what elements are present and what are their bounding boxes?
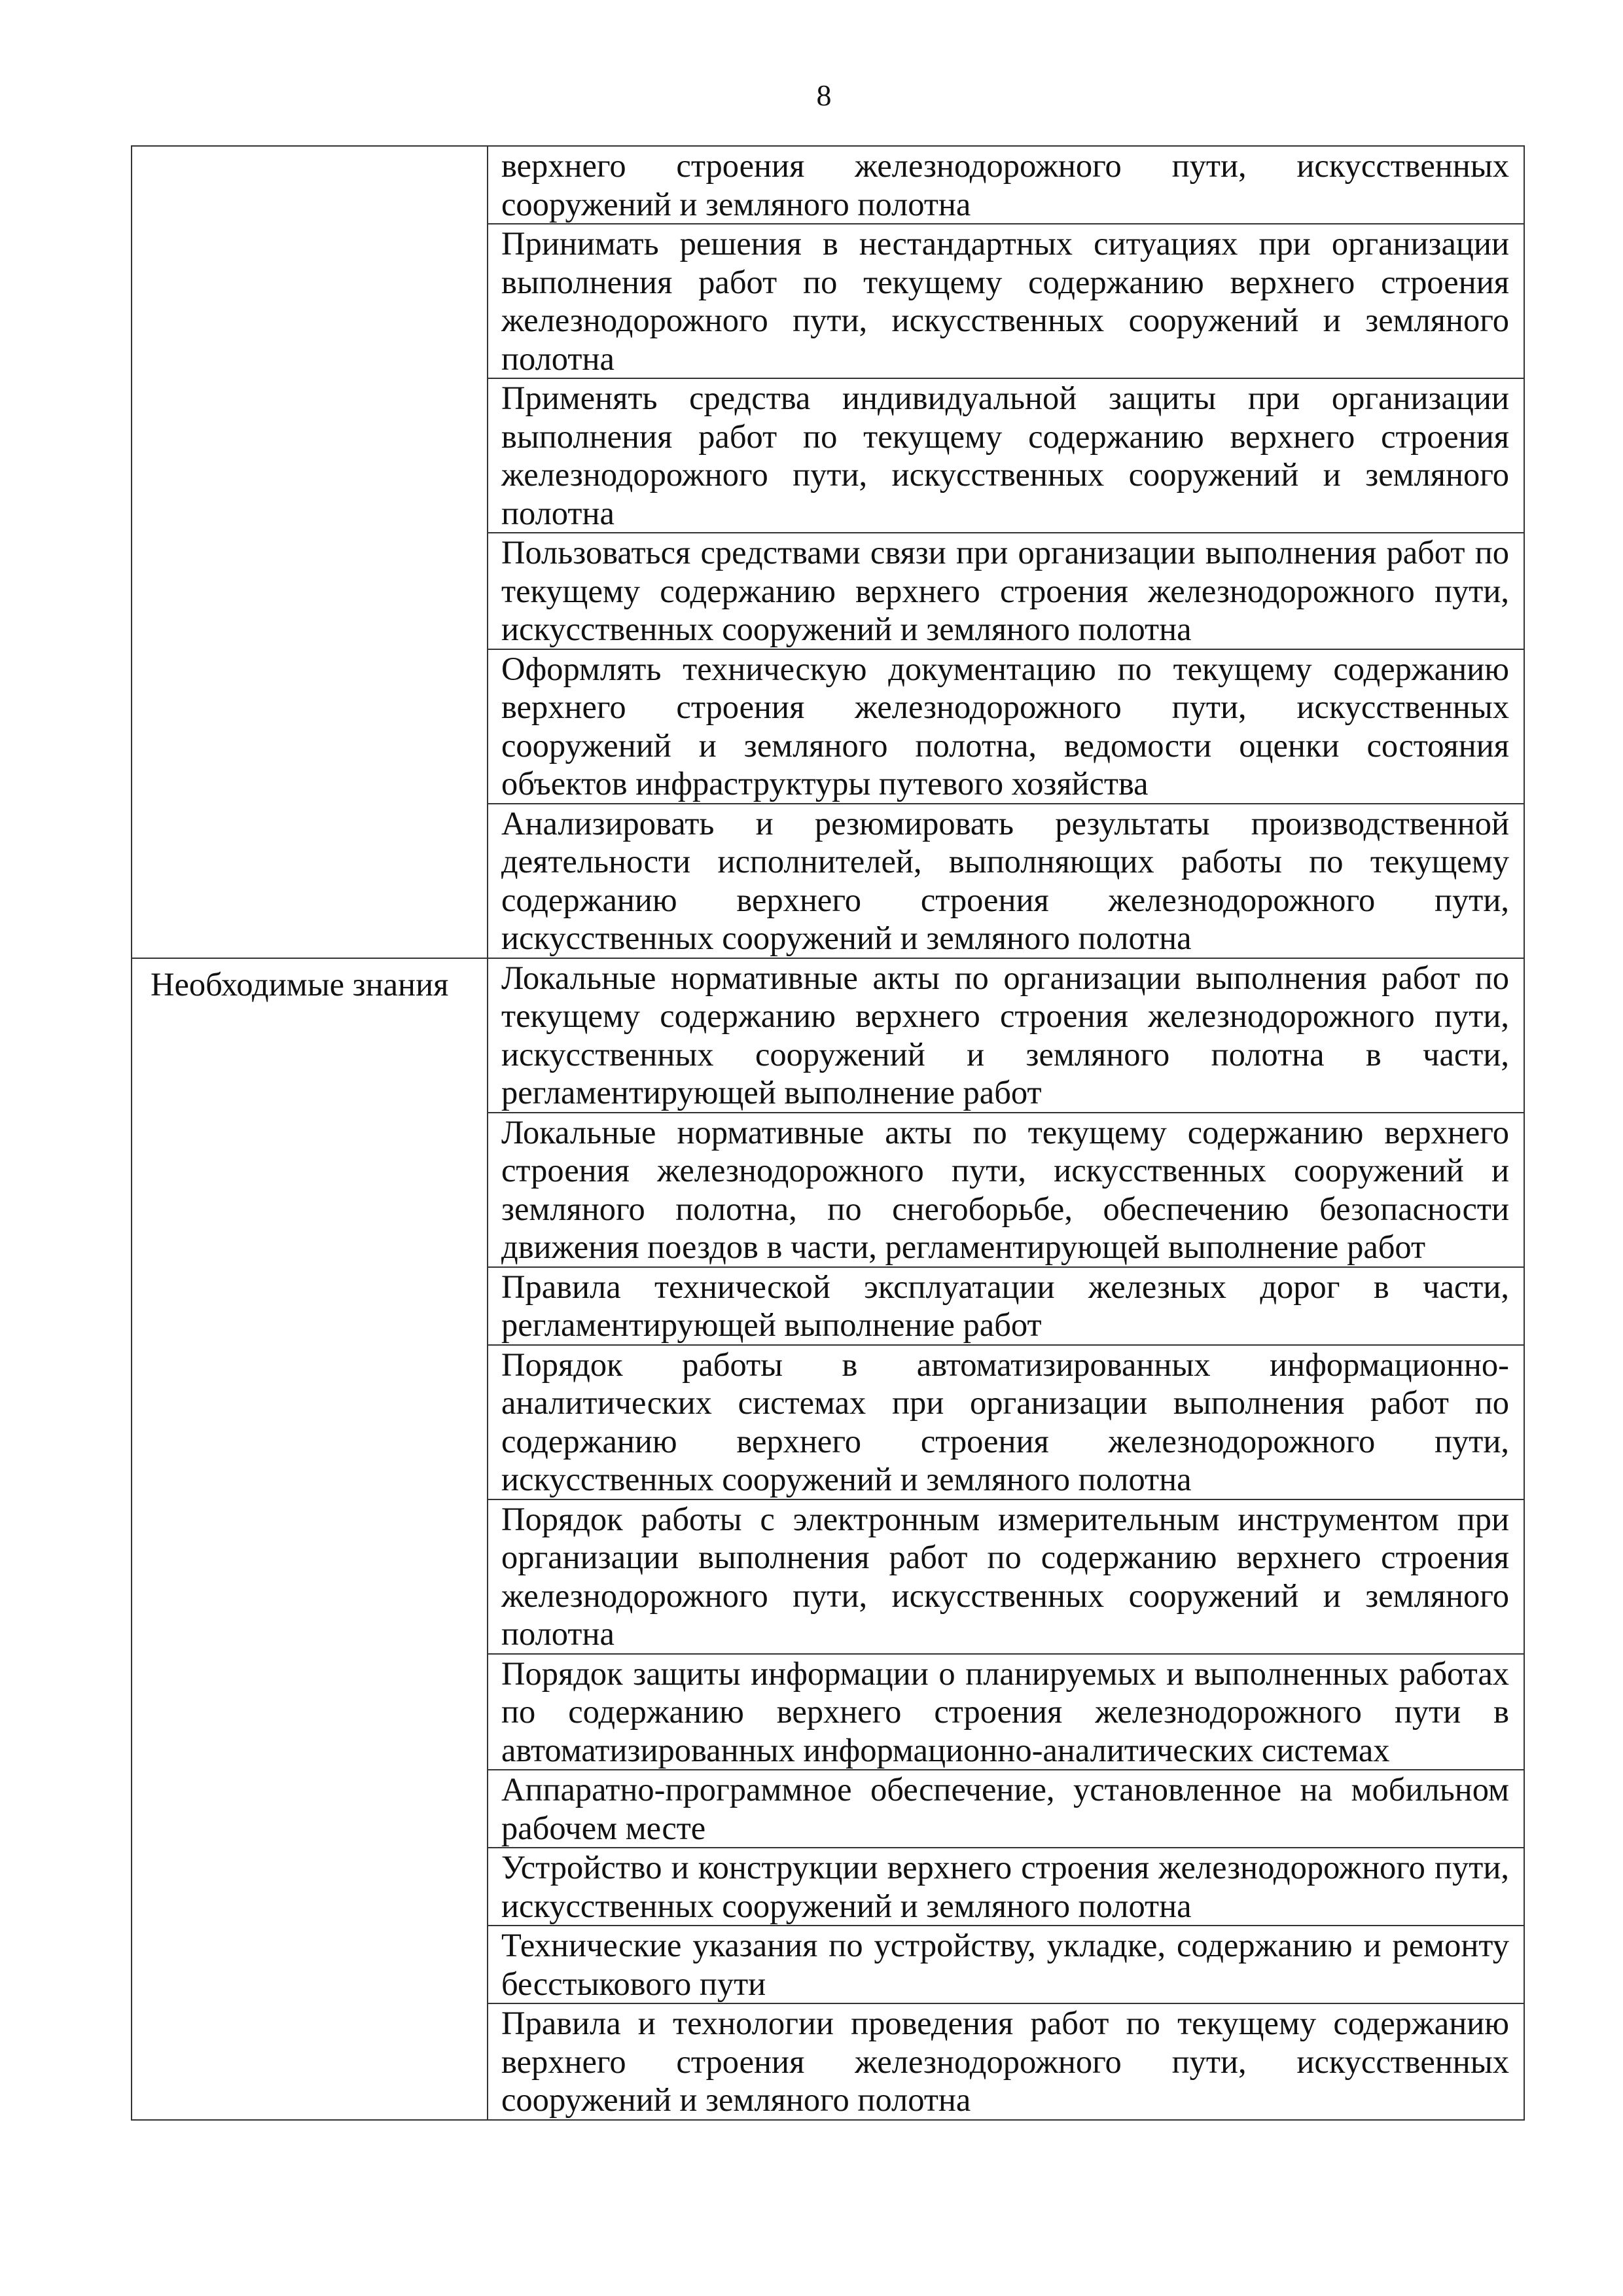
skill-item: верхнего строения железнодорожного пути, искусственных сооружений и земляного полотна (488, 146, 1524, 224)
knowledge-item: Технические указания по устройству, укладке, содержанию и ремонту бесстыкового пути (488, 1926, 1524, 2003)
skill-item: Оформлять техническую документацию по текущему содержанию верхнего строения железнодорожного пути, искусственных сооружений и земляного полотна, ведомости оценки состояния объектов инфраструктуры путевого хозяйства (488, 649, 1524, 804)
knowledge-item: Порядок работы в автоматизированных информационно-аналитических системах при организации выполнения работ по содержанию верхнего строения железнодорожного пути, искусственных сооружений и земляного полотна (488, 1345, 1524, 1499)
skill-item: Анализировать и резюмировать результаты производственной деятельности исполнителей, выполняющих работы по текущему содержанию верхнего строения железнодорожного пути, искусственных сооружений и земляного полотна (488, 804, 1524, 958)
knowledge-item: Локальные нормативные акты по текущему содержанию верхнего строения железнодорожного пути, искусственных сооружений и земляного полотна, по снегоборьбе, обеспечению безопасности движения поездов в части, регламентирующей выполнение работ (488, 1113, 1524, 1267)
skill-item: Применять средства индивидуальной защиты при организации выполнения работ по текущему содержанию верхнего строения железнодорожного пути, искусственных сооружений и земляного полотна (488, 378, 1524, 533)
skill-item: Пользоваться средствами связи при организации выполнения работ по текущему содержанию верхнего строения железнодорожного пути, искусственных сооружений и земляного полотна (488, 533, 1524, 649)
knowledge-item: Правила и технологии проведения работ по текущему содержанию верхнего строения железнодорожного пути, искусственных сооружений и земляного полотна (488, 2003, 1524, 2120)
skills-label-cell (132, 146, 488, 958)
requirements-table (131, 145, 1525, 2121)
table-row (132, 958, 1524, 1113)
skill-item: Принимать решения в нестандартных ситуациях при организации выполнения работ по текущему содержанию верхнего строения железнодорожного пути, искусственных сооружений и земляного полотна (488, 224, 1524, 378)
knowledge-label: Необходимые знания (132, 958, 488, 2120)
knowledge-item: Порядок защиты информации о планируемых и выполненных работах по содержанию верхнего строения железнодорожного пути в автоматизированных информационно-аналитических системах (488, 1654, 1524, 1770)
page-number: 8 (816, 79, 832, 112)
knowledge-item: Правила технической эксплуатации железных дорог в части, регламентирующей выполнение работ (488, 1267, 1524, 1345)
table-row (132, 146, 1524, 224)
knowledge-item: Порядок работы с электронным измерительным инструментом при организации выполнения работ по содержанию верхнего строения железнодорожного пути, искусственных сооружений и земляного полотна (488, 1499, 1524, 1654)
knowledge-item: Аппаратно-программное обеспечение, установленное на мобильном рабочем месте (488, 1770, 1524, 1848)
knowledge-item: Локальные нормативные акты по организации выполнения работ по текущему содержанию верхнего строения железнодорожного пути, искусственных сооружений и земляного полотна в части, регламентирующей выполнение работ (488, 958, 1524, 1113)
knowledge-item: Устройство и конструкции верхнего строения железнодорожного пути, искусственных сооружений и земляного полотна (488, 1848, 1524, 1926)
